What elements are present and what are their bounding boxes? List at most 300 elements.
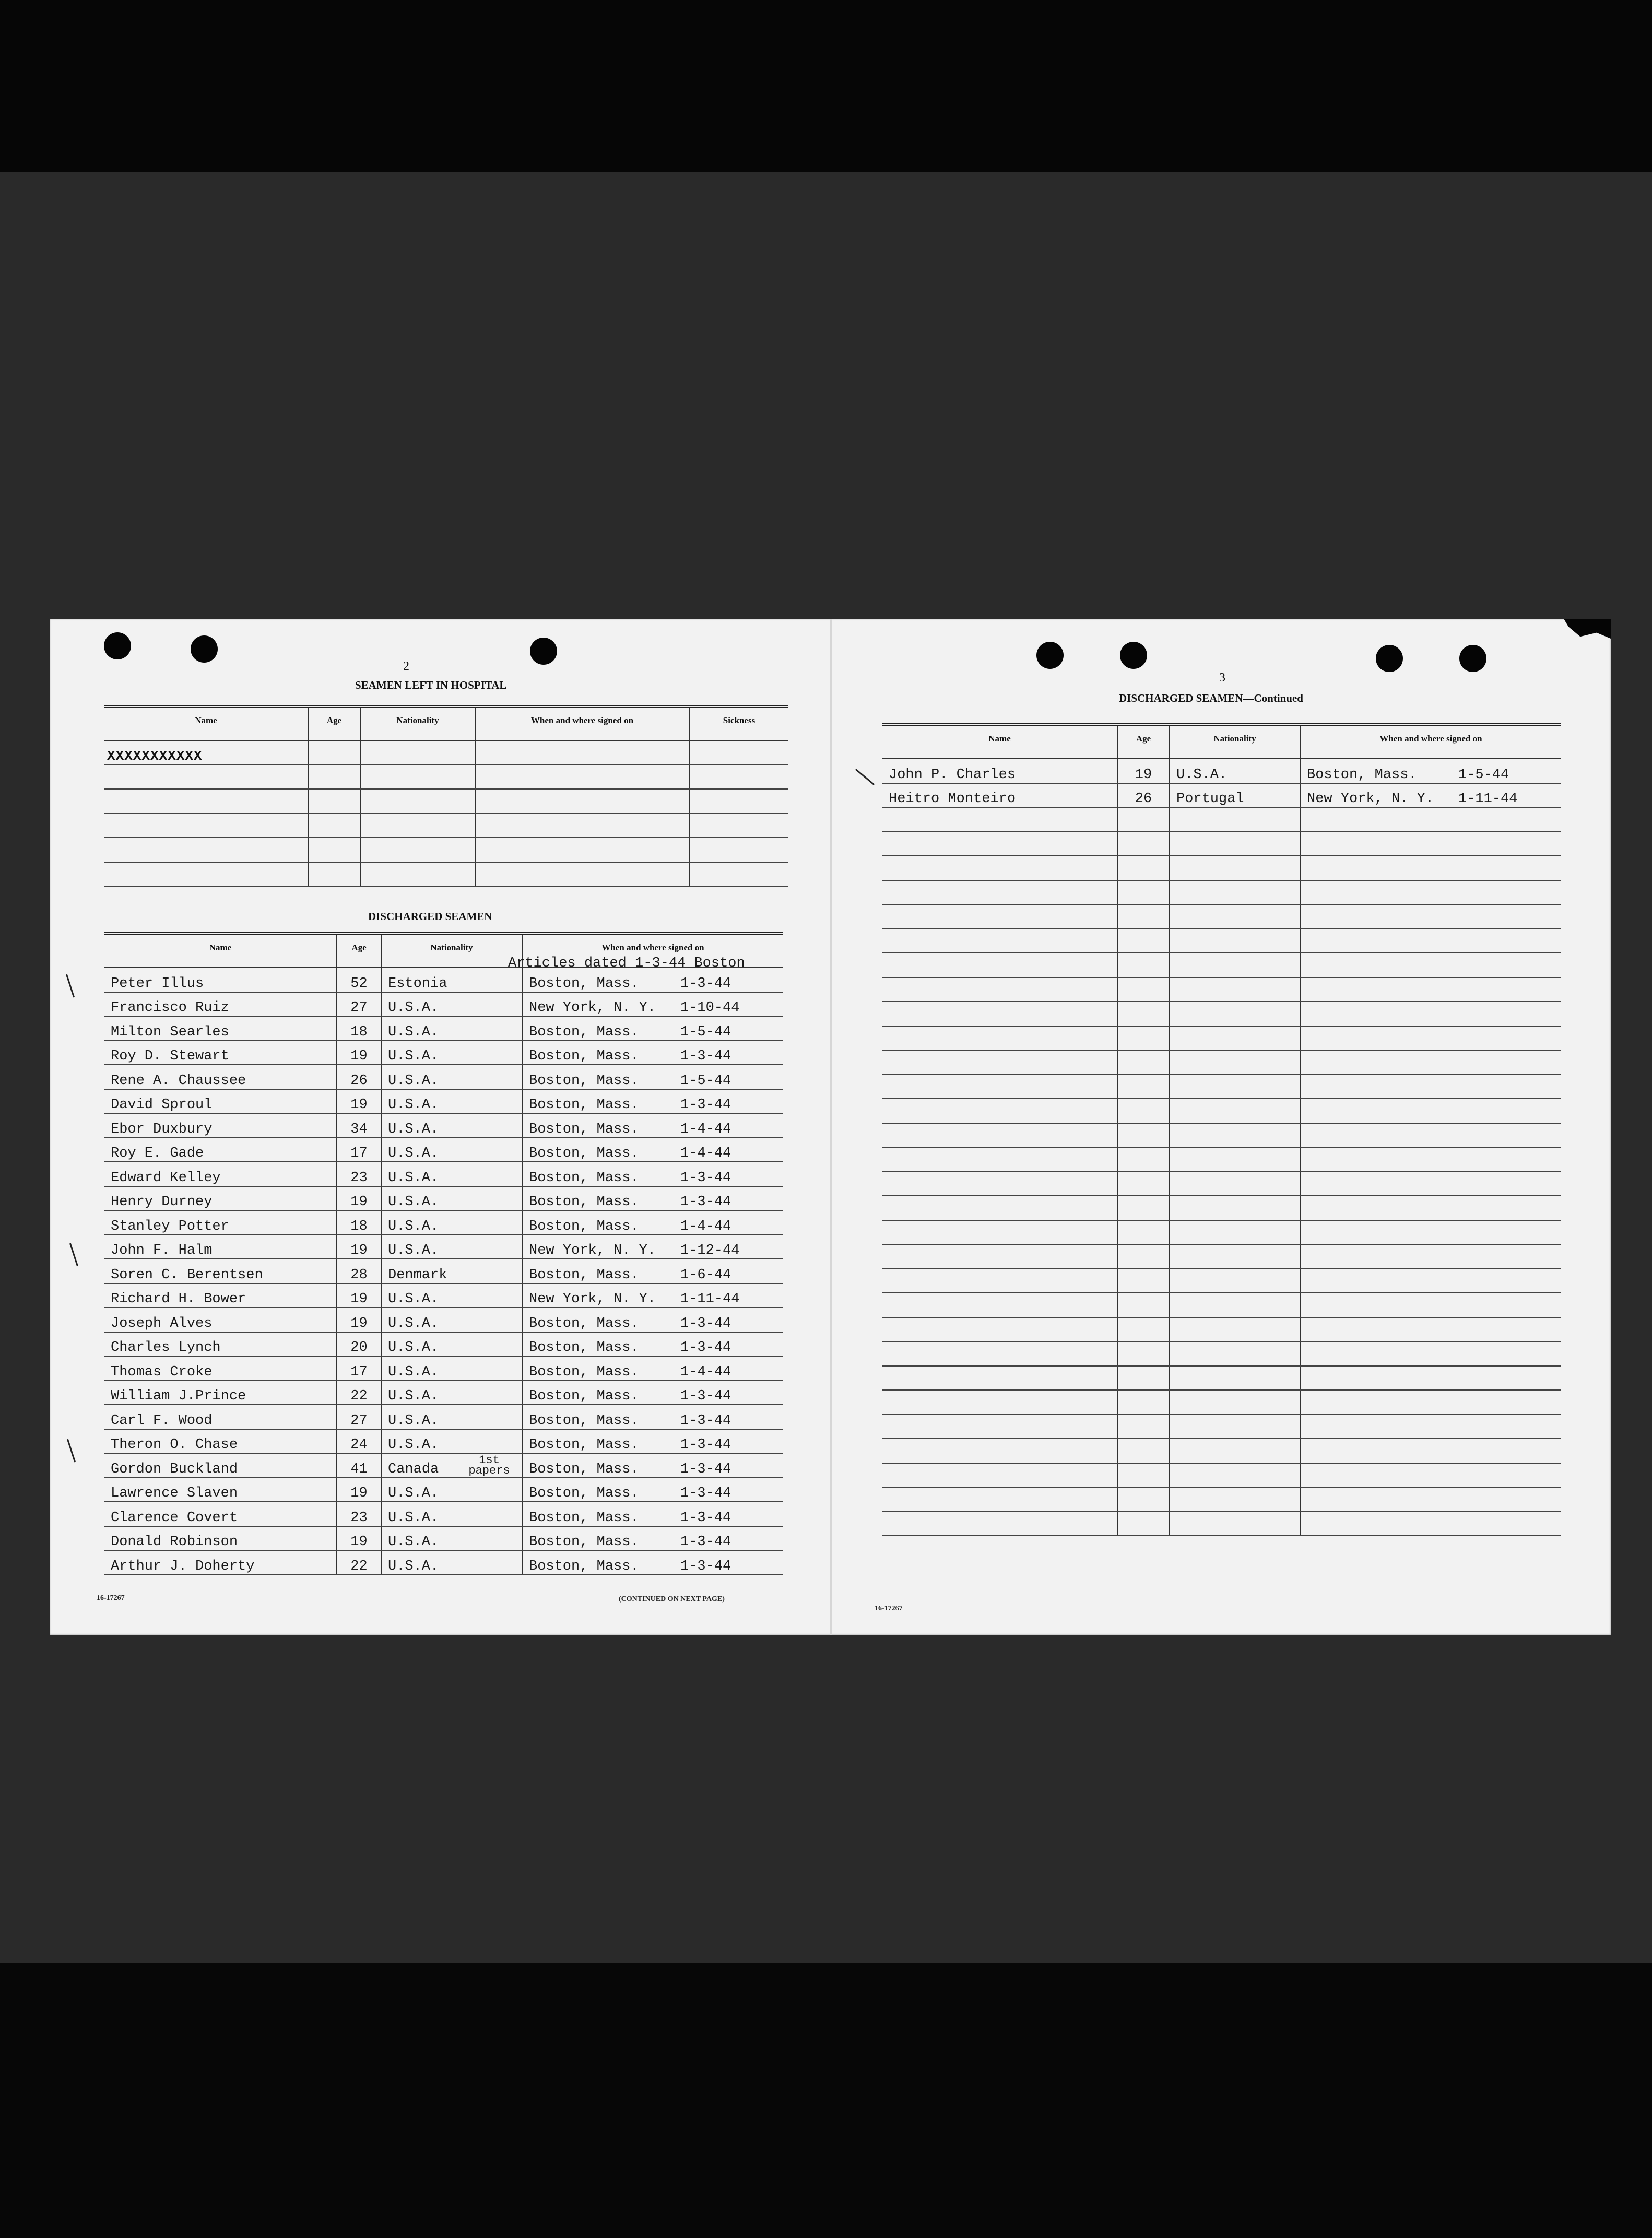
table-row: [104, 1550, 783, 1575]
table-row: [882, 1439, 1561, 1463]
seaman-nationality: U.S.A.: [381, 1235, 522, 1259]
seaman-age: 23: [337, 1502, 381, 1526]
table-row: [104, 1405, 783, 1429]
binder-hole: [1459, 645, 1486, 672]
signed-on-cell: [522, 1113, 783, 1138]
blank-cell: [104, 765, 308, 790]
seaman-age: 24: [337, 1429, 381, 1454]
signed-on-date: 1-3-44: [680, 1461, 731, 1477]
signed-on-place: Boston, Mass.: [529, 975, 639, 992]
signed-on-place: New York, N. Y.: [529, 1000, 656, 1016]
signed-on-place: Boston, Mass.: [529, 1194, 639, 1210]
articles-note: Articles dated 1-3-44 Boston: [508, 956, 745, 971]
blank-cell: [1117, 1439, 1170, 1463]
signed-on-date: 1-11-44: [1458, 791, 1518, 807]
table-row: [882, 1050, 1561, 1075]
hospital-section-title: SEAMEN LEFT IN HOSPITAL: [355, 679, 507, 691]
blank-cell: [1300, 1293, 1561, 1317]
blank-cell: [1170, 1487, 1300, 1512]
signed-on-cell: [522, 1259, 783, 1283]
seaman-name: Roy D. Stewart: [104, 1041, 337, 1065]
signed-on-cell: [522, 1405, 783, 1429]
signed-on-cell: [522, 1332, 783, 1357]
seaman-nationality: U.S.A.: [381, 1138, 522, 1162]
seaman-name: Soren C. Berentsen: [104, 1259, 337, 1283]
form-number-left: 16-17267: [97, 1594, 125, 1602]
blank-cell: [1170, 1002, 1300, 1026]
blank-cell: [1300, 1026, 1561, 1051]
signed-on-date: 1-3-44: [680, 1340, 731, 1356]
blank-cell: [1117, 1099, 1170, 1123]
seaman-nationality: U.S.A.: [381, 1016, 522, 1041]
blank-cell: [104, 862, 308, 887]
signed-on-place: New York, N. Y.: [529, 1243, 656, 1258]
seaman-name: Lawrence Slaven: [104, 1478, 337, 1502]
table-row: [882, 1075, 1561, 1099]
seaman-nationality: U.S.A.: [381, 1210, 522, 1235]
blank-cell: [1170, 1220, 1300, 1245]
seaman-nationality: U.S.A.: [381, 1162, 522, 1186]
blank-cell: [1117, 1147, 1170, 1172]
blank-cell: [882, 1293, 1117, 1317]
signed-on-place: Boston, Mass.: [529, 1364, 639, 1380]
blank-cell: [1300, 977, 1561, 1002]
table-row: [882, 904, 1561, 929]
seaman-name: William J.Prince: [104, 1381, 337, 1405]
blank-cell: [1170, 1147, 1300, 1172]
blank-cell: [1170, 1075, 1300, 1099]
signed-on-cell: [522, 1016, 783, 1041]
table-row: [882, 1002, 1561, 1026]
seaman-nationality: U.S.A.: [381, 1550, 522, 1575]
signed-on-cell: [522, 1186, 783, 1211]
blank-cell: [1170, 1123, 1300, 1148]
signed-on-date: 1-5-44: [680, 1073, 731, 1089]
blank-cell: [1300, 953, 1561, 977]
signed-on-date: 1-4-44: [680, 1146, 731, 1161]
blank-cell: [1170, 1390, 1300, 1415]
signed-on-date: 1-10-44: [680, 1000, 740, 1016]
signed-on-date: 1-3-44: [680, 1510, 731, 1526]
blank-cell: [1300, 1390, 1561, 1415]
blank-cell: [882, 1050, 1117, 1075]
blank-cell: [882, 1026, 1117, 1051]
seaman-age: 27: [337, 1405, 381, 1429]
signed-on-cell: [522, 1089, 783, 1114]
blank-cell: [308, 814, 360, 838]
blank-cell: [1117, 1172, 1170, 1196]
table-row: [104, 1210, 783, 1235]
blank-cell: [1117, 1317, 1170, 1342]
seaman-nationality: Estonia: [381, 968, 522, 992]
signed-on-date: 1-3-44: [680, 1412, 731, 1429]
blank-cell: [1117, 1026, 1170, 1051]
table-row: [882, 880, 1561, 905]
page-number-left: 2: [403, 659, 409, 673]
table-row: [882, 1390, 1561, 1415]
seaman-name: Gordon Buckland: [104, 1453, 337, 1478]
table-row: [882, 1463, 1561, 1488]
seaman-age: 19: [337, 1478, 381, 1502]
signed-on-place: Boston, Mass.: [529, 1412, 639, 1429]
col-header-age: Age: [1117, 725, 1170, 759]
seaman-age: 28: [337, 1259, 381, 1283]
table-row: [882, 1123, 1561, 1148]
blank-cell: [308, 789, 360, 814]
discharged-table: [104, 932, 783, 1575]
blank-cell: [1117, 1002, 1170, 1026]
cancelled-entry: XXXXXXXXXXX: [107, 748, 203, 764]
blank-cell: [689, 838, 788, 862]
seaman-name: John F. Halm: [104, 1235, 337, 1259]
table-row: [882, 1317, 1561, 1342]
table-row: [882, 953, 1561, 977]
blank-cell: [1117, 1487, 1170, 1512]
signed-on-cell: [522, 1478, 783, 1502]
seaman-name: Francisco Ruiz: [104, 992, 337, 1017]
col-header-signed-on: When and where signed on: [1300, 725, 1561, 759]
blank-cell: [882, 1317, 1117, 1342]
blank-cell: [1170, 856, 1300, 880]
table-row: [104, 1502, 783, 1526]
table-row: [104, 1089, 783, 1114]
blank-cell: [1117, 807, 1170, 832]
blank-cell: [1300, 1002, 1561, 1026]
continued-section-title: DISCHARGED SEAMEN—Continued: [1119, 692, 1303, 704]
blank-cell: [1170, 1244, 1300, 1269]
table-row: [882, 1512, 1561, 1536]
blank-cell: [1170, 929, 1300, 953]
blank-cell: [1117, 1512, 1170, 1536]
signed-on-place: Boston, Mass.: [529, 1146, 639, 1161]
signed-on-cell: [522, 1526, 783, 1551]
seaman-nationality: U.S.A.: [1170, 759, 1300, 783]
seaman-nationality: U.S.A.: [381, 1332, 522, 1357]
blank-cell: [1117, 856, 1170, 880]
table-row: [104, 1478, 783, 1502]
seaman-name: John P. Charles: [882, 759, 1117, 783]
table-row: [104, 1453, 783, 1478]
signed-on-date: 1-3-44: [680, 1049, 731, 1064]
blank-cell: [1170, 1366, 1300, 1391]
blank-cell: [475, 765, 689, 790]
binder-hole: [191, 635, 218, 663]
blank-cell: [1170, 953, 1300, 977]
signed-on-cell: [522, 1138, 783, 1162]
signed-on-place: Boston, Mass.: [529, 1024, 639, 1040]
seaman-nationality: U.S.A.: [381, 1502, 522, 1526]
blank-cell: [1300, 832, 1561, 856]
table-row: [104, 1113, 783, 1138]
blank-cell: [1117, 1415, 1170, 1439]
table-row: [882, 929, 1561, 953]
blank-cell: [1117, 1269, 1170, 1293]
seaman-age: 17: [337, 1138, 381, 1162]
blank-cell: [1117, 1244, 1170, 1269]
signed-on-place: New York, N. Y.: [529, 1291, 656, 1307]
signed-on-cell: [522, 1429, 783, 1454]
seaman-nationality: U.S.A.: [381, 1308, 522, 1332]
signed-on-date: 1-3-44: [680, 1388, 731, 1404]
table-row: [104, 1526, 783, 1551]
seaman-name: Peter Illus: [104, 968, 337, 992]
table-row: [882, 783, 1561, 808]
seaman-age: 34: [337, 1113, 381, 1138]
table-row: [882, 1487, 1561, 1512]
table-row: [104, 1381, 783, 1405]
table-row: [104, 1041, 783, 1065]
table-row: [882, 1220, 1561, 1245]
blank-cell: [308, 838, 360, 862]
blank-cell: [1300, 1196, 1561, 1220]
blank-cell: [882, 953, 1117, 977]
blank-cell: [1170, 1099, 1300, 1123]
seaman-nationality: U.S.A.: [381, 1381, 522, 1405]
binder-hole: [1376, 645, 1403, 672]
blank-cell: [882, 1196, 1117, 1220]
signed-on-cell: [522, 1453, 783, 1478]
hospital-table: [104, 705, 788, 887]
continued-header-row: [882, 725, 1561, 759]
blank-cell: [882, 1147, 1117, 1172]
signed-on-cell: [522, 1381, 783, 1405]
seaman-age: 52: [337, 968, 381, 992]
seaman-nationality: U.S.A.: [381, 992, 522, 1017]
blank-cell: [1170, 1317, 1300, 1342]
blank-cell: [1117, 1123, 1170, 1148]
blank-cell: [1170, 1172, 1300, 1196]
seaman-age: 19: [337, 1526, 381, 1551]
blank-cell: [882, 977, 1117, 1002]
signed-on-place: Boston, Mass.: [1307, 767, 1417, 783]
blank-cell: [1117, 1341, 1170, 1366]
signed-on-date: 1-5-44: [680, 1024, 731, 1040]
papers-note: 1st papers: [468, 1454, 510, 1477]
signed-on-date: 1-3-44: [680, 1194, 731, 1210]
signed-on-date: 1-12-44: [680, 1243, 740, 1258]
seaman-name: Arthur J. Doherty: [104, 1550, 337, 1575]
blank-cell: [882, 1123, 1117, 1148]
col-header-name: Name: [882, 725, 1117, 759]
blank-cell: [882, 1439, 1117, 1463]
blank-cell: [882, 904, 1117, 929]
seaman-nationality: Denmark: [381, 1259, 522, 1283]
seaman-nationality: U.S.A.: [381, 1089, 522, 1114]
blank-cell: [360, 789, 475, 814]
blank-cell: [1117, 953, 1170, 977]
blank-cell: [1300, 1123, 1561, 1148]
seaman-name: Stanley Potter: [104, 1210, 337, 1235]
blank-cell: [882, 832, 1117, 856]
page-fold: [830, 619, 832, 1635]
blank-cell: [1300, 1463, 1561, 1488]
blank-cell: [1300, 1269, 1561, 1293]
signed-on-place: Boston, Mass.: [529, 1049, 639, 1064]
seaman-name: Roy E. Gade: [104, 1138, 337, 1162]
signed-on-cell: [522, 1235, 783, 1259]
discharged-section-title: DISCHARGED SEAMEN: [368, 910, 492, 923]
blank-cell: [1117, 832, 1170, 856]
blank-cell: [1117, 880, 1170, 905]
blank-cell: [308, 862, 360, 887]
blank-cell: [1300, 1050, 1561, 1075]
signed-on-date: 1-11-44: [680, 1291, 740, 1307]
signed-on-date: 1-6-44: [680, 1267, 731, 1283]
signed-on-place: Boston, Mass.: [529, 1340, 639, 1356]
continued-note: (CONTINUED ON NEXT PAGE): [619, 1595, 725, 1603]
blank-cell: [1300, 1075, 1561, 1099]
blank-cell: [689, 789, 788, 814]
blank-cell: [882, 1341, 1117, 1366]
signed-on-date: 1-3-44: [680, 1534, 731, 1550]
seaman-age: 22: [337, 1381, 381, 1405]
signed-on-date: 1-4-44: [680, 1121, 731, 1137]
seaman-nationality: U.S.A.: [381, 1356, 522, 1381]
col-header-name: Name: [104, 706, 308, 740]
signed-on-date: 1-3-44: [680, 1437, 731, 1453]
table-row: [104, 1162, 783, 1186]
table-row: [882, 1244, 1561, 1269]
blank-cell: [1170, 1026, 1300, 1051]
blank-cell: [1170, 880, 1300, 905]
blank-cell: [1300, 929, 1561, 953]
check-mark: [69, 1243, 78, 1267]
seaman-name: Thomas Croke: [104, 1356, 337, 1381]
table-row: [882, 759, 1561, 783]
blank-cell: [882, 1002, 1117, 1026]
seaman-age: 20: [337, 1332, 381, 1357]
seaman-age: 18: [337, 1210, 381, 1235]
binder-hole: [530, 638, 557, 665]
seaman-name: Rene A. Chaussee: [104, 1065, 337, 1089]
blank-cell: [882, 807, 1117, 832]
ledger-spread: [50, 619, 1611, 1635]
seaman-name: David Sproul: [104, 1089, 337, 1114]
blank-cell: [882, 1220, 1117, 1245]
blank-cell: [104, 814, 308, 838]
blank-cell: [1300, 856, 1561, 880]
blank-cell: [882, 1075, 1117, 1099]
blank-cell: [1300, 1415, 1561, 1439]
blank-cell: [882, 1415, 1117, 1439]
table-row: [104, 1308, 783, 1332]
col-header-age: Age: [308, 706, 360, 740]
signed-on-date: 1-3-44: [680, 975, 731, 992]
signed-on-place: Boston, Mass.: [529, 1218, 639, 1234]
scan-bottom-margin: [0, 1963, 1652, 2238]
signed-on-place: Boston, Mass.: [529, 1073, 639, 1089]
signed-on-place: Boston, Mass.: [529, 1121, 639, 1137]
blank-cell: [1170, 1415, 1300, 1439]
hospital-row: [104, 838, 788, 862]
table-row: [882, 1099, 1561, 1123]
table-row: [104, 1235, 783, 1259]
signed-on-cell: [522, 1502, 783, 1526]
blank-cell: [689, 814, 788, 838]
blank-cell: [308, 765, 360, 790]
seaman-name: Edward Kelley: [104, 1162, 337, 1186]
blank-cell: [882, 1366, 1117, 1391]
table-row: [104, 1016, 783, 1041]
blank-cell: [1300, 880, 1561, 905]
signed-on-cell: [522, 1162, 783, 1186]
blank-cell: [360, 838, 475, 862]
table-row: [882, 1172, 1561, 1196]
blank-cell: [1300, 1147, 1561, 1172]
seaman-nationality: U.S.A.: [381, 1283, 522, 1308]
table-row: [882, 1341, 1561, 1366]
col-header-sickness: Sickness: [689, 706, 788, 740]
seaman-age: 41: [337, 1453, 381, 1478]
seaman-name: Richard H. Bower: [104, 1283, 337, 1308]
blank-cell: [475, 740, 689, 765]
seaman-name: Clarence Covert: [104, 1502, 337, 1526]
form-number-right: 16-17267: [875, 1605, 903, 1612]
signed-on-date: 1-3-44: [680, 1097, 731, 1113]
blank-cell: [689, 765, 788, 790]
seaman-name: Henry Durney: [104, 1186, 337, 1211]
blank-cell: [1300, 1317, 1561, 1342]
signed-on-cell: [522, 1065, 783, 1089]
blank-cell: [1300, 1341, 1561, 1366]
seaman-name: Joseph Alves: [104, 1308, 337, 1332]
blank-cell: [104, 789, 308, 814]
check-mark: [855, 769, 875, 785]
scan-top-margin: [0, 0, 1652, 172]
blank-cell: [1170, 1341, 1300, 1366]
blank-cell: [1300, 1512, 1561, 1536]
seaman-name: Donald Robinson: [104, 1526, 337, 1551]
blank-cell: [1170, 1293, 1300, 1317]
blank-cell: [1300, 807, 1561, 832]
blank-cell: [882, 1463, 1117, 1488]
seaman-nationality: U.S.A.: [381, 1429, 522, 1454]
torn-corner: [1564, 619, 1611, 639]
binder-hole: [1036, 642, 1064, 669]
blank-cell: [882, 856, 1117, 880]
continued-table: [882, 723, 1561, 1536]
check-mark: [66, 974, 75, 998]
seaman-age: 18: [337, 1016, 381, 1041]
signed-on-place: Boston, Mass.: [529, 1461, 639, 1477]
seaman-name: Milton Searles: [104, 1016, 337, 1041]
seaman-age: 23: [337, 1162, 381, 1186]
blank-cell: [1170, 1439, 1300, 1463]
blank-cell: [1170, 1196, 1300, 1220]
signed-on-place: Boston, Mass.: [529, 1170, 639, 1186]
blank-cell: [1117, 904, 1170, 929]
col-header-signed-on: When and where signed on: [522, 934, 783, 968]
seaman-nationality: U.S.A.: [381, 1526, 522, 1551]
hospital-row: [104, 814, 788, 838]
blank-cell: [1117, 1196, 1170, 1220]
blank-cell: [360, 740, 475, 765]
signed-on-cell: [522, 1356, 783, 1381]
signed-on-date: 1-4-44: [680, 1364, 731, 1380]
blank-cell: [1170, 1463, 1300, 1488]
seaman-age: 26: [337, 1065, 381, 1089]
signed-on-place: Boston, Mass.: [529, 1315, 639, 1332]
table-row: [104, 992, 783, 1017]
col-header-signed-on: When and where signed on: [475, 706, 689, 740]
signed-on-place: Boston, Mass.: [529, 1534, 639, 1550]
table-row: [104, 1186, 783, 1211]
blank-cell: [1300, 1172, 1561, 1196]
blank-cell: [882, 1487, 1117, 1512]
seaman-name: Carl F. Wood: [104, 1405, 337, 1429]
table-row: [882, 1415, 1561, 1439]
seaman-age: 19: [337, 1041, 381, 1065]
